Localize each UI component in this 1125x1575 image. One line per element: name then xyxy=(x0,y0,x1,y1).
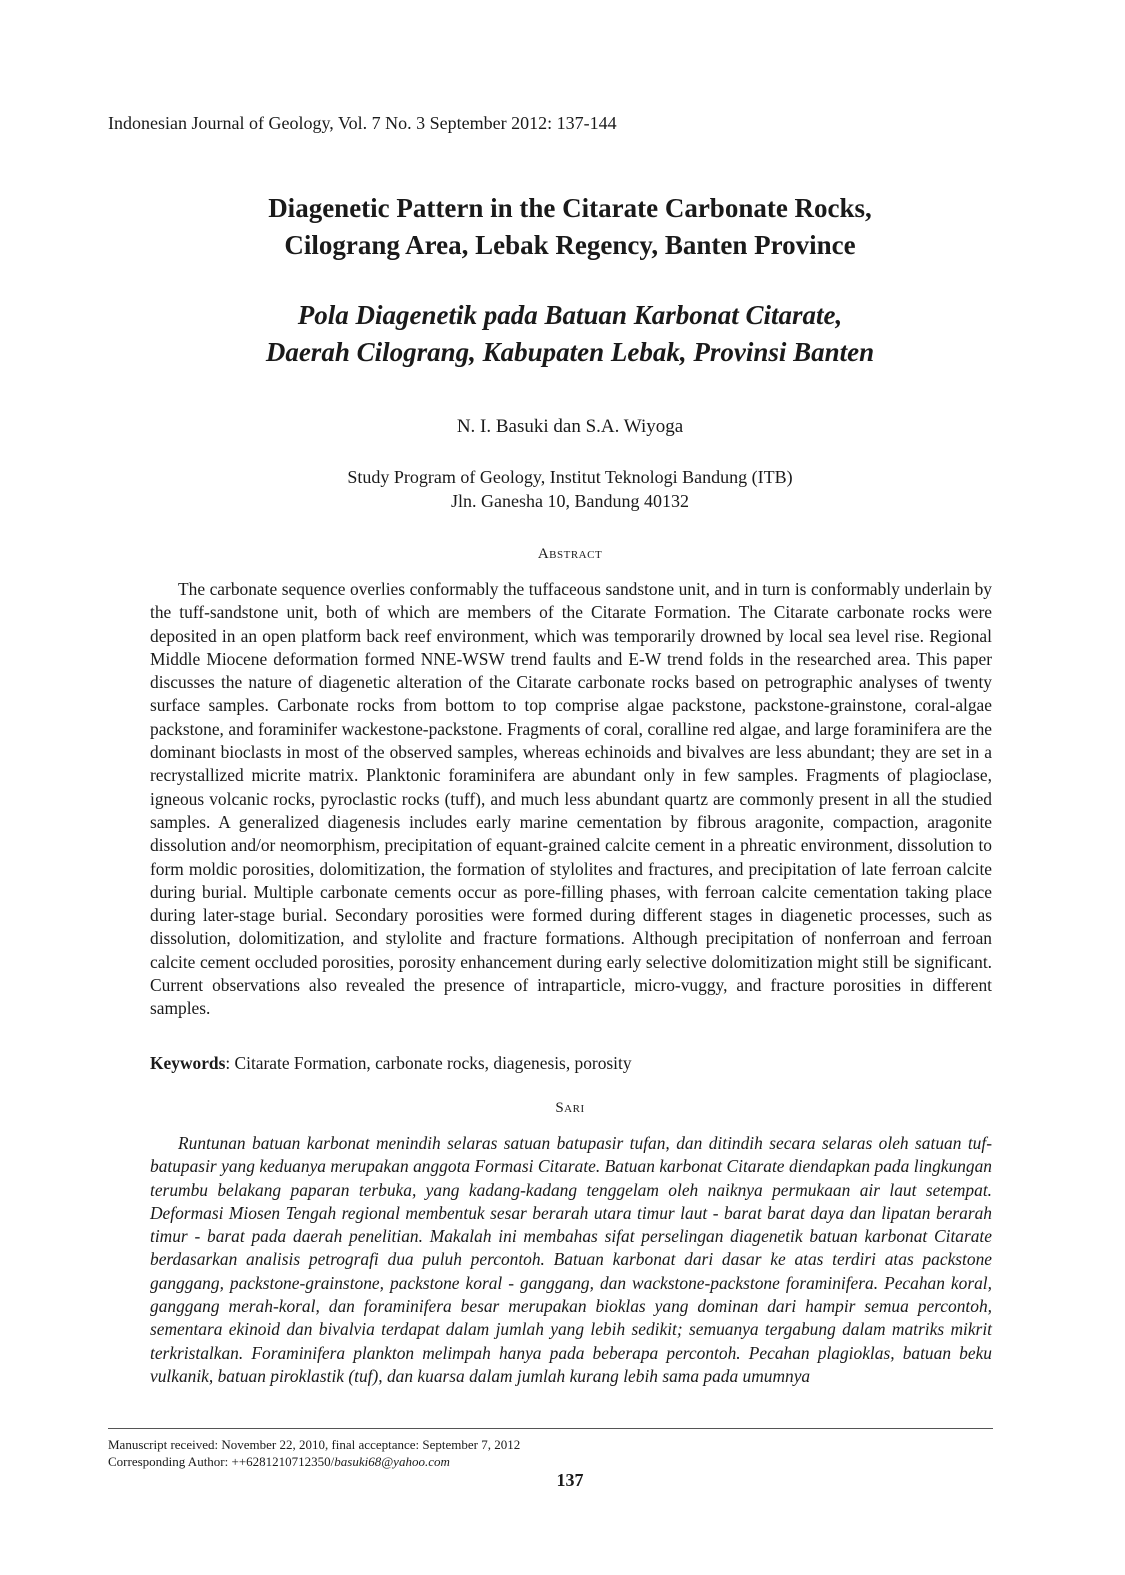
footnotes xyxy=(108,1436,520,1470)
affiliation xyxy=(150,465,990,513)
journal-header: Indonesian Journal of Geology, Vol. 7 No. 3 September 2012: 137-144 xyxy=(108,113,617,133)
abstract-text: The carbonate sequence overlies conformably the tuffaceous sandstone unit, and in turn is conformably underlain by the tuff-sandstone unit, both of which are members of the Citarate Formation. The Citarate carbonate rocks were deposited in an open platform back reef environment, which was temporarily drowned by local sea level rise. Regional Middle Miocene deformation formed NNE-WSW trend faults and E-W trend folds in the researched area. This paper discusses the nature of diagenetic alteration of the Citarate carbonate rocks based on petrographic analyses of twenty surface samples. Carbonate rocks from bottom to top comprise algae packstone, packstone-grainstone, coral-algae packstone, and foraminifer wackestone-packstone. Fragments of coral, coralline red algae, and large foraminifera are the dominant bioclasts in most of the observed samples, whereas echinoids and bivalves are less abundant; they are set in a recrystallized micrite matrix. Planktonic foraminifera are abundant only in few samples. Fragments of plagioclase, igneous volcanic rocks, pyroclastic rocks (tuff), and much less abundant quartz are commonly present in all the studied samples. A generalized diagenesis includes early marine cementation by fibrous aragonite, compaction, aragonite dissolution and/or neomorphism, precipitation of equant-grained calcite cement in a phreatic environment, dissolution to form moldic porosities, dolomitization, the formation of stylolites and fractures, and precipitation of late ferroan calcite during burial. Multiple carbonate cements occur as pore-filling phases, with ferroan calcite cementation taking place during later-stage burial. Secondary porosities were formed during different stages in diagenetic processes, such as dissolution, dolomitization, and stylolite and fracture formations. Although precipitation of nonferroan and ferroan calcite cement occluded porosities, porosity enhancement during early selective dolomitization might still be significant. Current observations also revealed the presence of intraparticle, micro-vuggy, and fracture porosities in different samples. xyxy=(150,579,992,1019)
abstract-heading: Abstract xyxy=(537,546,603,562)
page-number: 137 xyxy=(556,1470,584,1490)
keywords xyxy=(150,1053,992,1074)
title-indonesian-line-1: Pola Diagenetik pada Batuan Karbonat Citarate, xyxy=(297,300,843,330)
title-english-line-2: Cilograng Area, Lebak Regency, Banten Province xyxy=(284,230,856,260)
sari-text: Runtunan batuan karbonat menindih selaras satuan batupasir tufan, dan ditindih secara selaras oleh satuan tuf-batupasir yang keduanya merupakan anggota Formasi Citarate. Batuan karbonat Citarate diendapkan pada lingkungan terumbu belakang paparan terbuka, yang kadang-kadang tenggelam oleh naiknya permukaan air laut setempat. Deformasi Miosen Tengah regional membentuk sesar berarah utara timur laut - barat barat daya dan lipatan berarah timur - barat pada daerah penelitian. Makalah ini membahas sifat perselingan diagenetik batuan karbonat Citarate berdasarkan analisis petrografi dua puluh percontoh. Batuan karbonat dari dasar ke atas terdiri atas packstone ganggang, packstone-grainstone, packstone koral - ganggang, dan wackstone-packstone foraminifera. Pecahan koral, ganggang merah-koral, dan foraminifera besar merupakan bioklas yang dominan dari hampir semua percontoh, sementara ekinoid dan bivalvia terdapat dalam jumlah yang lebih sedikit; semuanya tergabung dalam matriks mikrit terkristalkan. Foraminifera plankton melimpah hanya pada beberapa percontoh. Pecahan plagioklas, batuan beku vulkanik, batuan piroklastik (tuf), dan kuarsa dalam jumlah kurang lebih sama pada umumnya xyxy=(150,1133,992,1386)
title-indonesian xyxy=(150,297,990,371)
title-indonesian-line-2: Daerah Cilograng, Kabupaten Lebak, Provinsi Banten xyxy=(265,337,875,367)
footnote-author-prefix: Corresponding Author: ++6281210712350/ xyxy=(108,1454,335,1469)
keywords-label: Keywords xyxy=(150,1053,226,1073)
footnote-received: Manuscript received: November 22, 2010, final acceptance: September 7, 2012 xyxy=(108,1437,521,1452)
footnote-email: basuki68@yahoo.com xyxy=(334,1454,450,1469)
authors: N. I. Basuki dan S.A. Wiyoga xyxy=(456,416,684,437)
sari-heading: Sari xyxy=(555,1100,585,1116)
title-english xyxy=(150,190,990,264)
keywords-text: : Citarate Formation, carbonate rocks, diagenesis, porosity xyxy=(225,1053,632,1073)
title-english-line-1: Diagenetic Pattern in the Citarate Carbonate Rocks, xyxy=(268,193,872,223)
affiliation-line-1: Study Program of Geology, Institut Teknologi Bandung (ITB) xyxy=(347,467,793,487)
footnote-divider xyxy=(108,1428,993,1429)
footnote-corresponding-author xyxy=(108,1453,520,1470)
affiliation-line-2: Jln. Ganesha 10, Bandung 40132 xyxy=(451,491,689,511)
